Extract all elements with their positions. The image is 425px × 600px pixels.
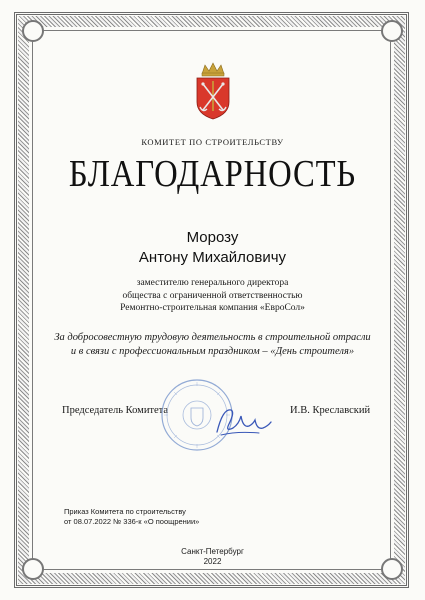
- order-reference: [64, 507, 199, 526]
- committee-name: КОМИТЕТ ПО СТРОИТЕЛЬСТВУ: [141, 137, 284, 147]
- recipient-position: [0, 277, 425, 315]
- reason-line: За добросовестную трудовую деятельность в строительной отрасли: [54, 332, 371, 343]
- recipient-surname: Морозу: [186, 229, 239, 246]
- award-reason: [0, 331, 425, 359]
- year: 2022: [203, 557, 222, 566]
- recipient-name: Антону Михайловичу: [138, 249, 287, 266]
- signer-title: Председатель Комитета: [62, 405, 169, 416]
- city: Санкт-Петербург: [181, 547, 244, 556]
- signer-name: И.В. Креславский: [290, 405, 371, 416]
- document-title: БЛАГОДАРНОСТЬ: [68, 153, 357, 195]
- handwritten-signature-icon: [213, 402, 273, 442]
- place-and-year: [0, 547, 425, 567]
- corner-ornament-icon: [381, 20, 403, 42]
- coat-of-arms-icon: [194, 62, 232, 120]
- corner-ornament-icon: [22, 20, 44, 42]
- position-line: Ремонтно-строительная компания «ЕвроСол»: [120, 303, 305, 313]
- position-line: общества с ограниченной ответственностью: [122, 290, 303, 301]
- order-line: Приказ Комитета по строительству: [64, 507, 186, 516]
- position-line: заместителю генерального директора: [136, 278, 289, 288]
- reason-line: и в связи с профессиональным праздником – «День строителя»: [70, 346, 355, 357]
- order-line: от 08.07.2022 № 336-к «О поощрении»: [64, 516, 200, 526]
